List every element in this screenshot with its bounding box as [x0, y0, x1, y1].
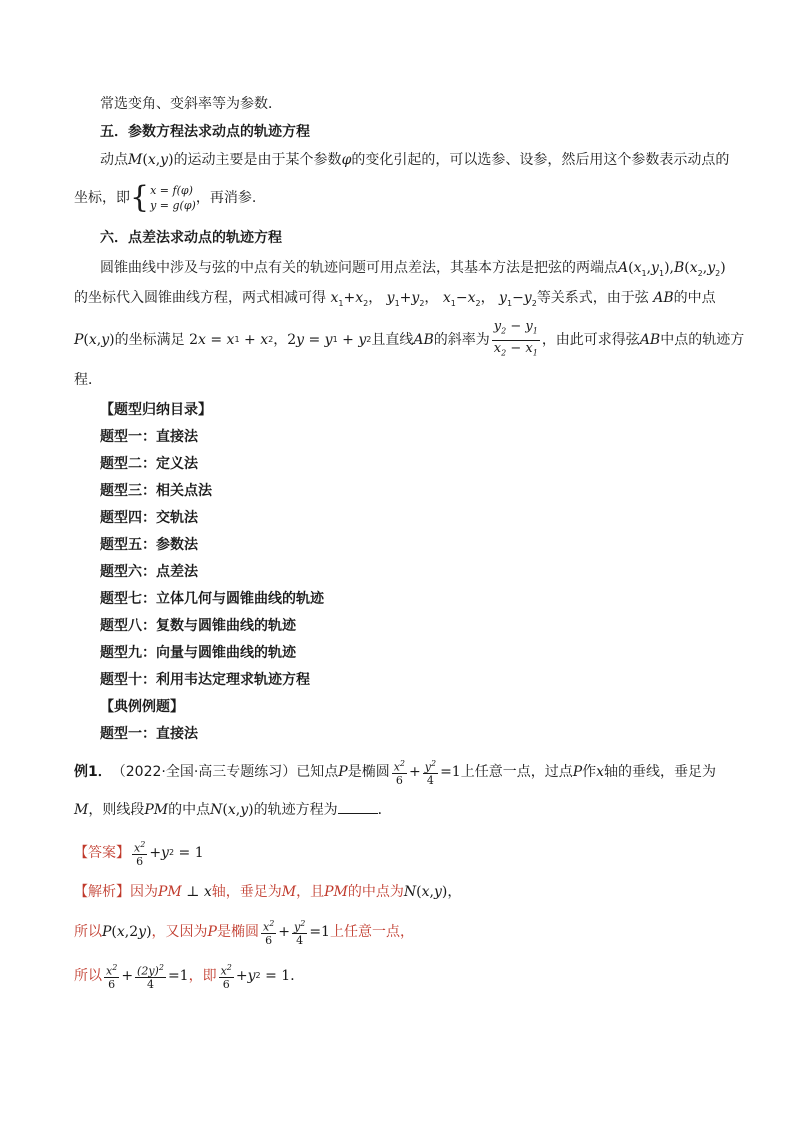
toc-item: 题型八：复数与圆锥曲线的轨迹 — [100, 618, 296, 634]
intro-line: 常选变角、变斜率等为参数． — [100, 96, 282, 112]
toc-item: 题型九：向量与圆锥曲线的轨迹 — [100, 645, 296, 661]
section-6-paragraph-line-2: 的坐标代入圆锥曲线方程，两式相减可得 $x_1+x_2$， $y_1+y_2$， $x_1-x_2$， $y_1-y_2$等关系式，由于弦 AB的中点 — [74, 290, 716, 308]
section-6-paragraph-line-3: P ( x , y ) 的坐标满足 2 x = x 1 + x 2 ， 2 y = y 1 + y 2 且直线 AB 的斜率为 $\frac{y_2 - y_1}{x_2 - x_1}$ ，由此可求得弦 AB 中点的轨迹方 — [74, 322, 744, 358]
analysis-line-3: 所以 $\frac{x^2}{6}$ + $\frac{(2y)^2}{4}$ =1 ，即 $\frac{x^2}{6}$ + y 2 = 1 ． — [74, 962, 305, 992]
toc-item: 题型四：交轨法 — [100, 510, 198, 526]
parametric-system: { x = f(φ) y = g(φ) — [130, 180, 196, 215]
toc-item: 题型二：定义法 — [100, 456, 198, 472]
section-5-title: 五．参数方程法求动点的轨迹方程 — [100, 124, 310, 140]
type-1-heading: 题型一：直接法 — [100, 726, 198, 742]
examples-heading: 【典例例题】 — [100, 699, 184, 715]
analysis-tag: 【解析】 — [74, 884, 130, 900]
toc-item: 题型七：立体几何与圆锥曲线的轨迹 — [100, 591, 324, 607]
section-5-paragraph-line-2: 坐标，即 { x = f(φ) y = g(φ) ，再消参. — [74, 180, 257, 215]
answer-blank — [338, 801, 378, 814]
ellipse-y-term: $\frac{y^2}{4}$ — [424, 758, 437, 788]
example-1-line-1: 例1． （2022·全国·高三专题练习）已知点 P 是椭圆 $\frac{x^2}{6}$ + $\frac{y^2}{4}$ =1 上任意一点，过点 P 作 x 轴的垂线，垂足为 — [74, 758, 717, 788]
analysis-line-1: 【解析】因为PM ⊥ x轴，垂足为M，且PM的中点为N(x,y)， — [74, 884, 462, 900]
slope-fraction: $\frac{y_2 - y_1}{x_2 - x_1}$ — [493, 318, 538, 358]
example-1-line-2: M，则线段PM的中点N(x,y)的轨迹方程为 ． — [74, 802, 392, 818]
section-6-title: 六．点差法求动点的轨迹方程 — [100, 230, 282, 246]
section-6-paragraph-line-1: 圆锥曲线中涉及与弦的中点有关的轨迹问题可用点差法，其基本方法是把弦的两端点$A(x_1,y_1),B(x_2,y_2)$ — [100, 260, 726, 278]
analysis-line-2: 所以 P ( x ,2 y ) ，又因为 P 是椭圆 $\frac{x^2}{6}$ + $\frac{y^2}{4}$ =1 上任意一点， — [74, 918, 414, 948]
toc-item: 题型五：参数法 — [100, 537, 198, 553]
toc-item: 题型三：相关点法 — [100, 483, 212, 499]
toc-heading: 【题型归纳目录】 — [100, 402, 212, 418]
toc-item: 题型一：直接法 — [100, 429, 198, 445]
section-5-paragraph-line-1: 动点M(x,y)的运动主要是由于某个参数φ的变化引起的，可以选参、设参，然后用这个参数表示动点的 — [100, 152, 730, 168]
ellipse-x-term: $\frac{x^2}{6}$ — [393, 758, 406, 788]
answer-tag: 【答案】 — [74, 845, 130, 861]
toc-item: 题型六：点差法 — [100, 564, 198, 580]
answer-line: 【答案】 $\frac{x^2}{6}$ + y 2 = 1 — [74, 839, 204, 869]
section-6-paragraph-line-4: 程． — [74, 372, 102, 388]
toc-item: 题型十：利用韦达定理求轨迹方程 — [100, 672, 310, 688]
